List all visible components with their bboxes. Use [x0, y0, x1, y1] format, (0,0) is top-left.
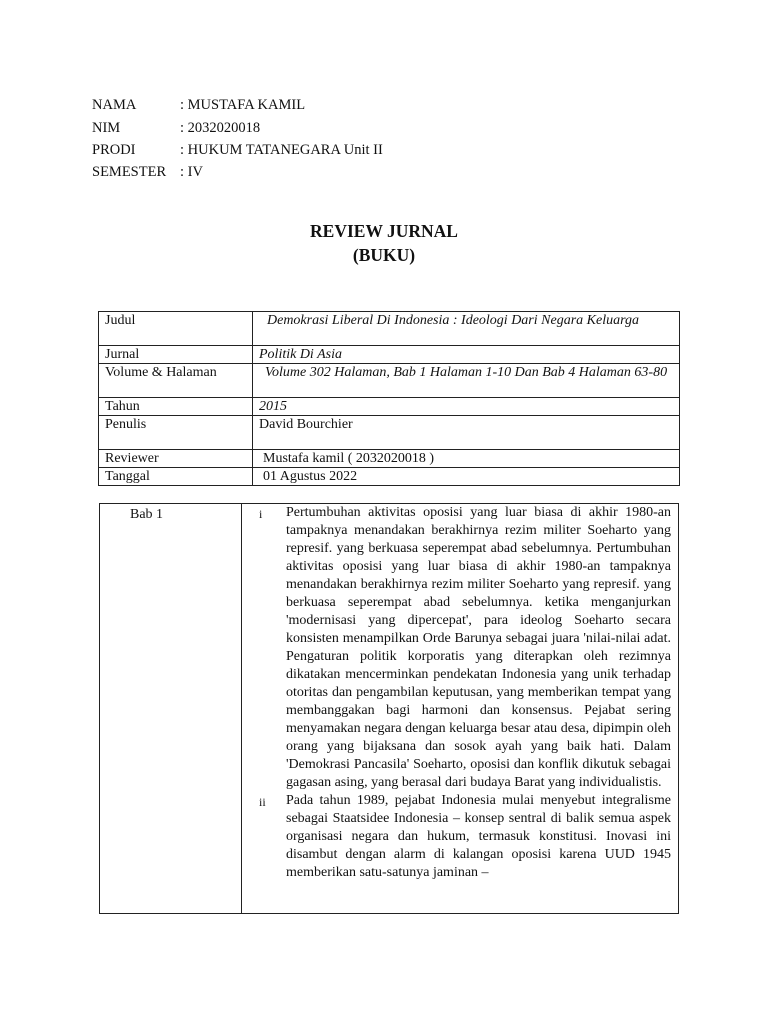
- semester-label: SEMESTER: [92, 164, 167, 180]
- document-subtitle: (BUKU): [352, 245, 416, 265]
- nim-label: NIM: [92, 120, 121, 136]
- table-row: [100, 504, 679, 914]
- penulis-label: Penulis: [99, 416, 253, 450]
- identity-row-nama: [92, 97, 305, 114]
- prodi-value: : HUKUM TATANEGARA Unit II: [180, 142, 383, 158]
- jurnal-value: Politik Di Asia: [253, 346, 680, 364]
- penulis-value: David Bourchier: [253, 416, 680, 450]
- document-title: REVIEW JURNAL: [310, 221, 458, 241]
- semester-value: : IV: [180, 164, 203, 180]
- review-content-table: [99, 503, 679, 914]
- reviewer-label: Reviewer: [99, 450, 253, 468]
- tahun-value: 2015: [253, 398, 680, 416]
- table-row: [99, 398, 680, 416]
- volume-label: Volume & Halaman: [99, 364, 253, 398]
- paragraph-item: [259, 792, 671, 882]
- identity-row-semester: [92, 164, 203, 181]
- section-label: Bab 1: [100, 504, 242, 914]
- jurnal-label: Jurnal: [99, 346, 253, 364]
- section-body: [242, 504, 679, 914]
- paragraph-number: ii: [259, 795, 266, 809]
- table-row: [99, 312, 680, 346]
- table-row: [99, 450, 680, 468]
- paragraph-number: i: [259, 507, 263, 521]
- paragraph-text: Pada tahun 1989, pejabat Indonesia mulai menyebut integralisme sebagai Staatsidee Indonesia – konsep sentral di balik semua aspek organisasi negara dan hukum, termasuk konstitusi. Inovasi ini disambut dengan alarm di kalangan oposisi karena UUD 1945 memberikan satu-satunya jaminan –: [286, 793, 671, 880]
- tanggal-value: 01 Agustus 2022: [253, 468, 680, 486]
- identity-row-nim: [92, 120, 260, 137]
- nama-value: : MUSTAFA KAMIL: [180, 97, 306, 113]
- table-row: [99, 346, 680, 364]
- table-row: [99, 468, 680, 486]
- nama-label: NAMA: [92, 97, 137, 113]
- table-row: [99, 364, 680, 398]
- judul-label: Judul: [99, 312, 253, 346]
- table-row: [99, 416, 680, 450]
- prodi-label: PRODI: [92, 142, 136, 158]
- reviewer-value: Mustafa kamil ( 2032020018 ): [253, 450, 680, 468]
- nim-value: : 2032020018: [180, 120, 261, 136]
- tahun-label: Tahun: [99, 398, 253, 416]
- paragraph-text: Pertumbuhan aktivitas oposisi yang luar biasa di akhir 1980-an tampaknya menandakan berakhirnya rezim militer Soeharto yang represif. yang berkuasa seperempat abad sebelumnya. Pertumbuhan aktivitas oposisi yang luar biasa di akhir 1980-an tampaknya menandakan berakhirnya rezim militer Soeharto yang represif. yang berkuasa seperempat abad sebelumnya. ketika menganjurkan 'modernisasi yang dipercepat', para ideolog Soeharto secara konsisten menampilkan Orde Barunya sebagai juara 'nilai-nilai adat. Pengaturan politik korporatis yang diterapkan oleh rezimnya dikatakan mencerminkan pendekatan Indonesia yang unik terhadap otoritas dan pengambilan keputusan, yang memberikan tempat yang membanggakan bagi harmoni dan konsensus. Pejabat sering menyamakan negara dengan keluarga besar atau desa, dipimpin oleh orang yang bijaksana dan sosok ayah yang baik hati. Dalam 'Demokrasi Pancasila' Soeharto, oposisi dan konflik dikutuk sebagai gagasan asing, yang berasal dari budaya Barat yang individualistis.: [286, 505, 671, 790]
- journal-info-table: [98, 311, 680, 486]
- volume-value: Volume 302 Halaman, Bab 1 Halaman 1-10 Dan Bab 4 Halaman 63-80: [253, 364, 680, 398]
- judul-value: Demokrasi Liberal Di Indonesia : Ideologi Dari Negara Keluarga: [253, 312, 680, 346]
- identity-row-prodi: [92, 142, 383, 159]
- tanggal-label: Tanggal: [99, 468, 253, 486]
- paragraph-item: [259, 504, 671, 792]
